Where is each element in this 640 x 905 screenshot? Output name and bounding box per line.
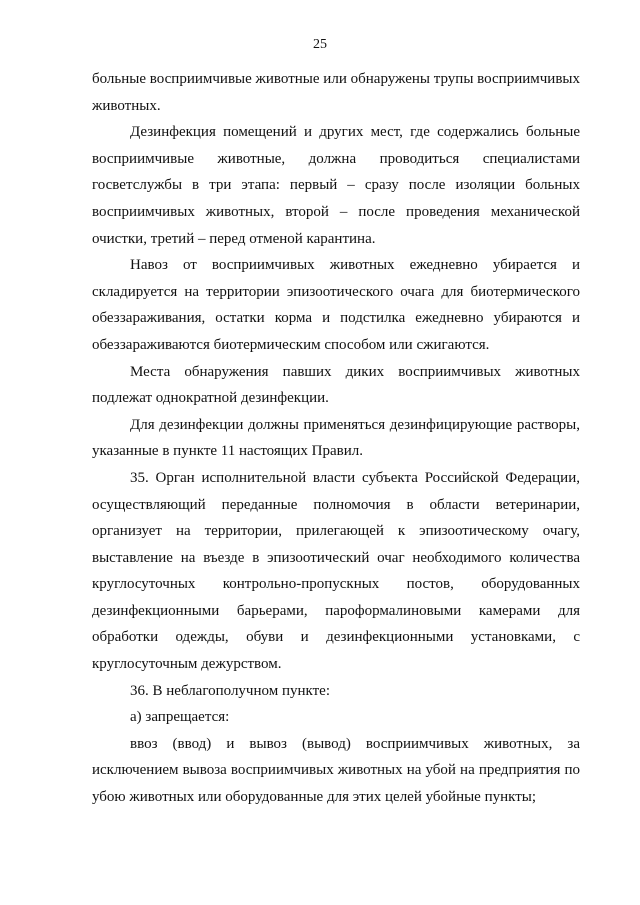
paragraph-item-35: 35. Орган исполнительной власти субъекта Российской Федерации, осуществляющий переданные полномочия в области ветеринарии, организует на территории, прилегающей к эпизоотическому очагу, выставление на въезде в эпизоотический очаг необходимого количества круглосуточных контрольно-пропускных постов, оборудованных дезинфекционными барьерами, пароформалиновыми камерами для обработки одежды, обуви и дезинфекционными установками, с круглосуточным дежурством. xyxy=(92,469,580,673)
paragraph-continuation: больные восприимчивые животные или обнаружены трупы восприимчивых животных. xyxy=(92,71,580,114)
paragraph-disinfectants: Для дезинфекции должны применяться дезинфицирующие растворы, указанные в пункте 11 настоящих Правил. xyxy=(92,416,580,460)
paragraph-import-export-ban: ввоз (ввод) и вывоз (вывод) восприимчивых животных, за исключением вывоза восприимчивых животных на убой на предприятия по убою животных или оборудованные для этих целей убойные пункты; xyxy=(92,735,580,806)
paragraph-disinfection-premises: Дезинфекция помещений и других мест, где содержались больные восприимчивые животные, должна проводиться специалистами госветслужбы в три этапа: первый – сразу после изоляции больных восприимчивых животных, второй – после проведения механической очистки, третий – перед отменой карантина. xyxy=(92,124,580,247)
paragraph-manure: Навоз от восприимчивых животных ежедневно убирается и складируется на территории эпизоотического очага для биотермического обеззараживания, остатки корма и подстилка ежедневно убираются и обеззараживаются биотермическим способом или сжигаются. xyxy=(92,257,580,353)
page-number: 25 xyxy=(313,37,327,52)
paragraph-wild-animals-sites: Места обнаружения павших диких восприимчивых животных подлежат однократной дезинфекции. xyxy=(92,363,580,407)
paragraph-item-36a: а) запрещается: xyxy=(130,709,230,726)
paragraph-item-36: 36. В неблагополучном пункте: xyxy=(130,682,330,699)
document-body xyxy=(92,66,580,811)
